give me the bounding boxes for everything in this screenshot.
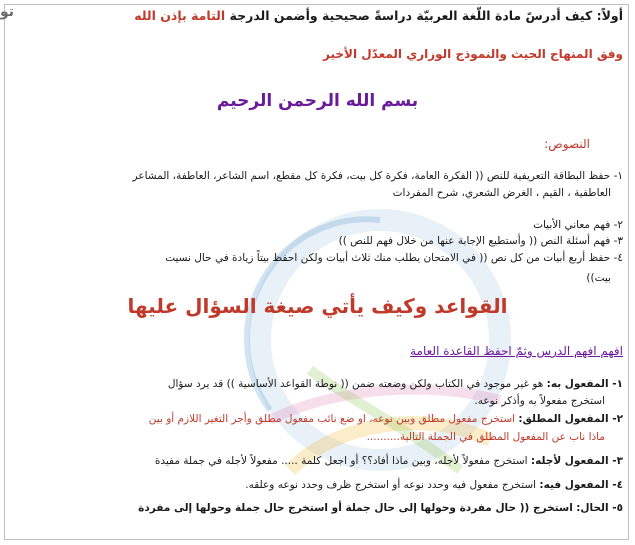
qawaid-item-5-text: استخرج (( حال مفردة وحولها إلى حال جملة أو استخرج حال جملة وحولها إلى مفردة [138,502,573,514]
qawaid-item-1-text: هو غير موجود في الكتاب ولكن وضعته ضمن (( نوطة القواعد الأساسية )) قد يرد سؤال [167,378,544,390]
qawaid-item-4-label: ٤- المفعول فيه: [539,479,623,491]
qawaid-item-4 [245,479,623,491]
nusus-item-1-cont: العاطفية ، القيم ، الغرض الشعري، شرح المفردات [392,187,611,199]
qawaid-item-3-label: ٣- المفعول لأجله: [530,455,623,467]
nusus-item-4: ٤- حفظ أربع أبيات من كل نص (( في الامتحان يطلب منك ثلاث أبيات ولكن احفظ بيتاً زيادة في حال نسيت [165,252,623,264]
qawaid-item-2-text: استخرج مفعول مطلق وبين نوعه، او ضع نائب مفعول مطلق وأجر التغير اللازم أو بين [148,413,516,425]
intro-text: أولاً: كيف أدرسً مادة اللّغة العربيّة دراسةً صحيحية وأضمن الدرجة [229,8,623,23]
qawaid-item-5 [138,502,623,514]
qawaid-item-3 [155,455,623,467]
qawaid-item-2 [149,413,623,425]
nusus-item-3: ٣- فهم أسئلة النص (( وأستطيع الإجابة عنها من خلال فهم للنص )) [338,235,623,247]
nusus-item-1: ١- حفظ البطاقة التعريفية للنص (( الفكرة العامة، فكرة كل بيت، فكرة كل مقطع، اسم الشاعر، العاطفة، المشاعر [132,170,623,182]
qawaid-item-1-cont: استخرج مفعولاً به وأذكر نوعه. [474,395,605,407]
qawaid-item-1-label: ١- المفعول به: [546,378,623,390]
qawaid-item-2-cont: ماذا ناب عن المفعول المطلق في الجملة التالية.......... [366,431,605,443]
corner-logo: تو [0,4,15,20]
qawaid-item-2-label: ٢- المفعول المطلق: [518,413,623,425]
nusus-heading: النصوص: [544,137,590,151]
qawaid-item-1 [168,378,623,390]
intro-highlight: التامة بإذن الله [134,8,226,23]
curriculum-line: وفق المنهاج الحيث والنموذج الوزاري المعدّل الأخير [323,47,623,61]
fahm-line: افهم افهم الدرس وثمّ احفظ القاعدة العامة [410,344,623,358]
qawaid-heading: القواعد وكيف يأتي صيغة السؤال عليها [127,294,508,318]
nusus-item-2: ٢- فهم معاني الأبيات [533,219,623,231]
nusus-item-4-cont: بيت)) [586,272,611,284]
qawaid-item-4-text: استخرج مفعول فيه وحدد نوعه أو استخرج ظرف وحدد نوعه وعلقه. [245,479,537,491]
intro-heading [134,8,623,23]
basmala: بسم الله الرحمن الرحيم [216,91,419,111]
qawaid-item-5-label: ٥- الحال: [576,502,623,514]
qawaid-item-3-text: استخرج مفعولاً لأجله، وبين ماذا أفاد؟؟ أو اجعل كلمة ..... مفعولاً لأجله في جملة مفيدة [154,455,528,467]
